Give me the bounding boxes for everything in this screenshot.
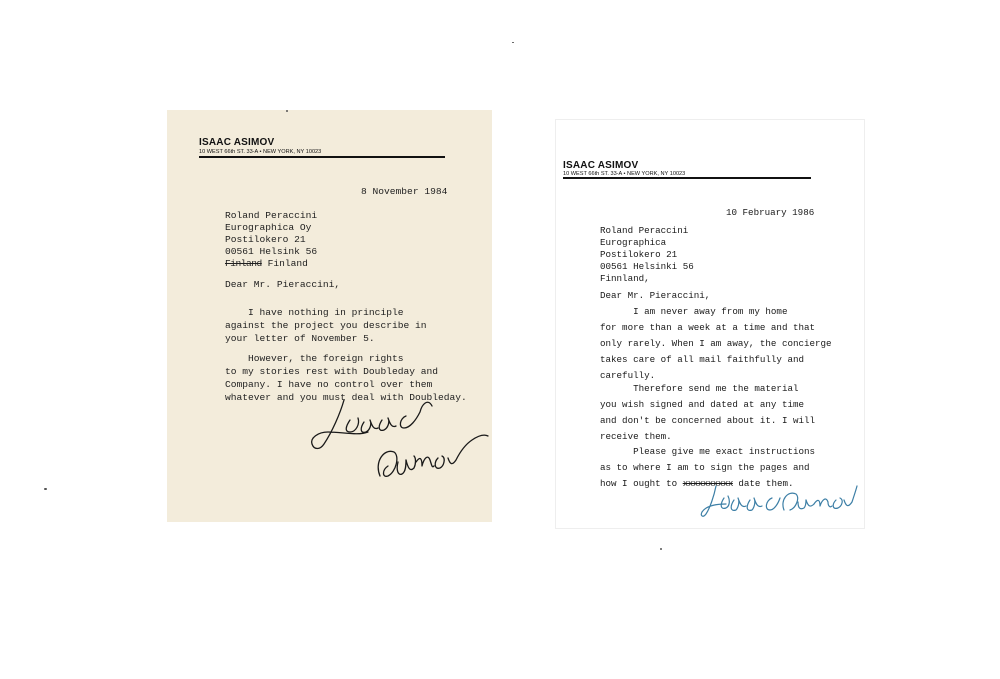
body-line: Company. I have no control over them [225,379,433,390]
letterhead-rule [199,156,445,158]
scan-speck [512,42,514,43]
scan-speck [44,488,47,490]
letter-1986 [555,119,865,529]
letter-1984 [167,110,492,522]
body-line: you wish signed and dated at any time [600,399,804,410]
body-line: I have nothing in principle [225,307,404,318]
body-line: your letter of November 5. [225,333,375,344]
body-line: Therefore send me the material [600,383,799,394]
scan-speck [286,110,288,112]
salutation: Dear Mr. Pieraccini, [225,279,341,290]
recipient-line: Postilokero 21 [600,249,678,260]
recipient-country: Finnland, [600,273,650,284]
letterhead-name: ISAAC ASIMOV [199,137,275,148]
body-line: as to where I am to sign the pages and [600,462,810,473]
body-text: how I ought to [600,478,683,489]
recipient-country-line [225,258,308,270]
body-line: takes care of all mail faithfully and [600,354,804,365]
body-line: against the project you describe in [225,320,427,331]
recipient-line: Eurographica Oy [225,222,312,233]
handwritten-signature [302,392,492,492]
recipient-line: Roland Peraccini [600,225,689,236]
body-line: and don't be concerned about it. I will [600,415,816,426]
recipient-line: Eurographica [600,237,667,248]
body-line: receive them. [600,431,672,442]
body-line: However, the foreign rights [225,353,404,364]
struck-text: xxxxxxxxxx [682,478,733,489]
handwritten-signature [698,480,858,522]
recipient-line: 00561 Helsink 56 [225,246,318,257]
body-line: for more than a week at a time and that [600,322,816,333]
body-line: Please give me exact instructions [600,446,816,457]
recipient-line: 00561 Helsinki 56 [600,261,694,272]
recipient-line: Postilokero 21 [225,234,306,245]
letterhead-address: 10 WEST 66th ST. 33-A • NEW YORK, NY 10023 [563,171,686,177]
letter-date: 10 February 1986 [726,207,815,218]
body-line: only rarely. When I am away, the concierge [600,338,832,349]
letterhead-rule [563,177,811,179]
salutation: Dear Mr. Pieraccini, [600,290,711,301]
body-text: date them. [732,478,794,489]
letter-date: 8 November 1984 [361,186,448,197]
body-line: I am never away from my home [600,306,788,317]
letterhead-name: ISAAC ASIMOV [563,160,639,171]
struck-text: Finland [225,258,262,269]
body-line: carefully. [600,370,656,381]
body-line: to my stories rest with Doubleday and [225,366,439,377]
body-line: whatever and you must deal with Doubleday. [225,392,467,403]
recipient-country: Finland [267,258,308,269]
letterhead-address: 10 WEST 66th ST. 33-A • NEW YORK, NY 10023 [199,149,322,155]
scan-speck [660,548,662,550]
recipient-line: Roland Peraccini [225,210,318,221]
